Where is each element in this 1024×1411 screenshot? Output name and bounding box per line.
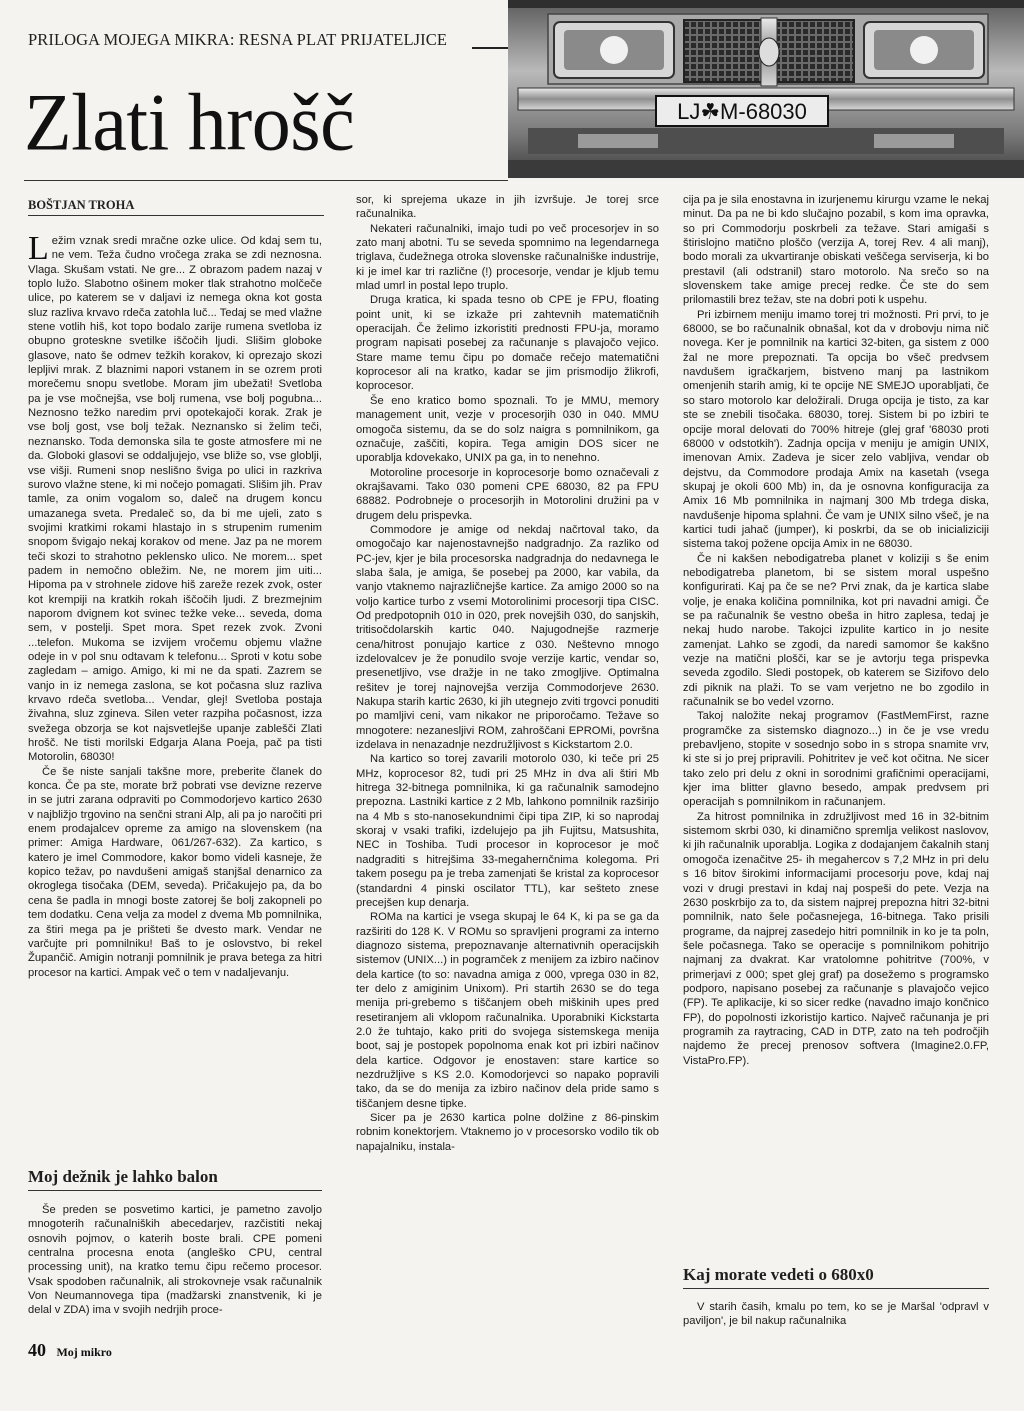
column-3-continued	[683, 1300, 989, 1340]
paragraph: Za hitrost pomnilnika in združljivost med 16 in 32-bitnim sistemom skrbi 030, ki dinamično spremlja velikost naslovov, ki jih računalnik uporablja. Logika z dodajanjem čakalnih stanj omogoča izenačitve 25- ih megahercov s 7,2 MHz in pri delu s 16 bitov širokimi informacijami procesorju pove, kdaj naj vozi v drugi prestavi in kdaj naj pospeši do pete. Vezja na 2630 poskrbijo za to, da sistem najprej prepozna hitri 32-bitni pomnilnik, nato šele počasnejega, 16-bitnega. Tako prisili programe, da najprej zasedejo hitri pomnilnik in ko je ta poln, šele počasnega. Tako se operacije s pomnilnikom pohitrijo najmanj za dvakrat. Kar vratolomne pohitritve (700%, v primerjavi z 000; spet glej graf) pa dosežemo s programsko podporo, napisano posebej za računanje s plavajočo vejico (FP). Te aplikacije, ki so sicer redke (navadno imajo končnico FP), do popolnosti izkoristijo kartico. Največ računanja je pri programih za raytracing, CAD in DTP, zato na teh področjih najdemo že precej prenosov softvera (Imagine2.0.FP, VistaPro.FP).	[683, 810, 989, 1067]
paragraph: ROMa na kartici je vsega skupaj le 64 K, ki pa se ga da razširiti do 128 K. V ROMu so spravljeni programi za interno diagnozo sistema, prepoznavanje alternativnih operacijskih sistemov (UNIX...) in pogramček z menijem za izbiro načinov dela kartice (to so: navadna amiga z 000, vprega 030 in 82, ter delo z amiginim Unixom). Pri startih 2630 se do tega menija pri-grebemo s tiščanjem obeh miškinih upes pred resetiranjem ali vklopom računalnika. Uporabniki Kickstarta 2.0 že tuhtajo, kako priti do svojega sistemskega menija boot, saj je postopek popolnoma enak kot pri izbiri načinov dela kartice. Odgovor je enostaven: stare kartice so nezdružljive s KS 2.0. Komodorjevci so napako popravili tako, da se do menija za izbiro načinov dela pride samo s tiščanjem desne tipke.	[356, 911, 659, 1110]
paragraph: Motoroline procesorje in koprocesorje bomo označevali z okrajšavami. Tako 030 pomeni CPE 68030, 82 pa FPU 68882. Podrobneje o procesorjih in Motorolini družini pa v drugem delu prispevka.	[356, 466, 659, 522]
paragraph: Pri izbirnem meniju imamo torej tri možnosti. Pri prvi, to je 68000, se bo računalnik obnašal, kot da v drobovju nima nič novega. Ker je pomnilnik na kartici 32-biten, ga sistem z 000 žal ne more prepoznati. Ta opcija bo všeč predvsem navdušem igračkarjem, bistveno manj pa lastnikom omenjenih starih amig, ki te opcije NE SMEJO uporabljati, če so staro motorolo kar deložirali. Druga opcija je tisto, za kar ste se znebili tisočaka. 68030, torej. Sistem bi po izbiri te opcije moral delovati do 700% hitreje (glej graf '68030 proti 68000 v odstotkih'). Zadnja opcija v meniju je amigin UNIX, imenovan Amix. Zadeva je sicer zelo vabljiva, vendar ob dejstvu, da Commodore prodaja Amix na kasetah (vsega skupaj je okoli 600 Mb) in, da je osnovna konfiguracija za Amix 16 Mb pomnilnika in najmanj 300 Mb trdega diska, navdušenje hipoma splahni. Če vam je UNIX silno všeč, je na kartici tudi jahač (jumper), ki poskrbi, da se ob inicializiciji sistema takoj požene opcija Amix in ne 68030.	[683, 308, 989, 551]
paragraph: Takoj naložite nekaj programov (FastMemFirst, razne programčke za sistemsko diagnozo...) in če je vse vredu prebavljeno, stopite v sosednjo sobo in s stropa snamite vrv, ki ste si jo prej pripravili. Pohitritev je več kot očitna. Ne sicer tako zelo pri delu z okni in sorodnimi grafičnimi operacijami, kjer ima blitter glavno besedo, ampak predvsem pri operacijah s pomnilnikom in računanjem.	[683, 710, 989, 809]
paragraph: Če ni kakšen nebodigatreba planet v koliziji s še enim nebodigatreba planetom, bi se sistem moral uspešno konfigurirati. Kaj pa če se ne? Prvi znak, da je kartica slabe volje, je enaka količina pomnilnika, kot pri navadni amigi. Če se pa računalnik še vestno obeša in hitro zaplesa, tedaj je nekaj hudo narobe. Takojci izpulite kartico in jo nesite zamenjat. Lahko se zgodi, da naredi samomor še kakšno vezje na matični plošči, kar se je avtorju tega prispevka seveda zgodilo. Sledi postopek, ob katerem se Sizifovo delo zdi piknik na plaži. To se vam verjetno ne bo zgodilo in računalnik se bo vedel vzorno.	[683, 552, 989, 709]
magazine-name: Moj mikro	[56, 1345, 112, 1359]
subheading-rule	[683, 1288, 989, 1289]
paragraph: Ležim vznak sredi mračne ozke ulice. Od kdaj sem tu, ne vem. Teža čudno vročega zraka se zdi neznosna. Vlaga. Skušam vstati. Ne gre... Z obrazom padem nazaj v toplo lužo. Slabotno ošinem moker tlak strahotno molčeče ulice, po katerem se v daljavi iz nemega okna kot gosta sluz razliva krvavo rdeča zatohla luč... Tedaj se med vlažne stene votlih hiš, kot topo bodalo zarije rumena svetloba iz obupno groteskne svetilke iščočih ljudi. Slišim globoke glasove, nato še odmev težkih korakov, ki oprezajo skozi lepljivi mrak. Z blaznimi napori vstanem in se ozrem proti morečemu snopu svetlobe. Moram jim ubežati! Svetloba pa je vse močnejša, vse bolj rumena, vse bolj pogubna... Neznosno težko naredim prvi opotekajoči korak. Zrak je vse bolj gost, vse bolj težak. Neznansko si želim teči, neznansko. Toda demonska sila te goste atmosfere mi ne da. Globoki glasovi se oddaljujejo, vse bliže so, vse globlji, vse višji. Rumeni snop neslišno šviga po ulici in razkriva surovo vlažne stene, ki mi nočejo pomagati. Slišim jih. Prav tamle, za onim vogalom so, daleč na drugem koncu umazanega sveta. Predaleč so, da bi me ujeli, zato s svojimi kratkimi rokami hlastajo in s strupenim rumenim snopom švigajo nekaj korakov od mene. Jaz pa ne morem teči skozi to strahotno peklensko ulico. Ne morem... spet padem in nemočno obležim. Ne, ne morem jim uiti... Hipoma pa v strohnele zidove hiš zareže rezek zvok, oster kot krempiji na kratkih rokah iščočih ljudi. Z brezmejnim naporom dvignem kot svinec težke veke... seveda, doma sem, v postelji. Spet mora. Spet rezek zvok. Zvoni ...telefon. Mukoma se izvijem vročemu objemu vlažne odeje in v pol snu odtavam k telefonu... Sproti v kotu sobe zagledam – amigo. Amigo, ki mi ne da spati. Zazrem se vanjo in iz nemega zaslona, se kot počasna sluz razliva krvavo rdeča svetloba... Vendar, glej! Svetloba postaja živahna, sluz zgineva. Silen veter razpiha počasnost, izza svežega obzorja se kot najsvetlejše upanje zablešči Zlati hrošč. Ne tisti morilski Edgarja Alana Poeja, pač pa tisti Motorolin, 68030!	[28, 234, 322, 764]
column-3	[683, 193, 989, 1263]
page-number: 40	[28, 1340, 46, 1360]
car-photo	[508, 0, 1024, 178]
paragraph: Druga kratica, ki spada tesno ob CPE je FPU, floating point unit, ki se izkaže pri zahtevnih matematičnih operacijah. Če želimo izkoristiti prednosti FPU-ja, moramo program napisati posebej za računanje s plavajočo vejico. Stare mame temu čipu po domače rečejo matematični koprocesor ali na kratko, kadar se jim prismodijo žlikrofi, koprocesor.	[356, 294, 659, 393]
column-1-continued	[28, 1203, 322, 1353]
paragraph: Sicer pa je 2630 kartica polne dolžine z 86-pinskim robnim konektorjem. Vtaknemo jo v procesorsko vodilo tik ob napajalniku, instala-	[356, 1112, 659, 1153]
license-plate: LJ☘M-68030	[677, 99, 807, 124]
subheading-680x0: Kaj morate vedeti o 680x0	[683, 1265, 874, 1284]
paragraph: Še preden se posvetimo kartici, je pametno zavoljo mnogoterih računalniških abecedarjev, razčistiti nekaj osnovih pojmov, o katerih boste brali. CPE pomeni centralna procesna enota (angleško CPU, central processing unit), na kratko temu čipu rečemo procesor. Vsak spodoben računalnik, ali strokovneje vsak računalnik Von Neumannovega tipa (madžarski znanstvenik, ki je delal v ZDA) ima v svojih nedrjih proce-	[28, 1204, 322, 1317]
paragraph: Še eno kratico bomo spoznali. To je MMU, memory management unit, vezje v procesorjih 030 in 040. MMU omogoča sistemu, da se do solz naigra s pomnilnikom, ga označuje, zaščiti, kopira. Tega amigin DOS sicer ne uporablja kdovekako, UNIX pa ga, in to nenehno.	[356, 394, 659, 465]
column-2	[356, 193, 659, 1348]
subheading-umbrella: Moj dežnik je lahko balon	[28, 1167, 218, 1186]
author-name: BOŠTJAN TROHA	[28, 198, 135, 212]
paragraph: Če še niste sanjali takšne more, preberite članek do konca. Če pa ste, morate brž pobrati vse devizne rezerve in se jutri zarana odpraviti po Commodorjevo kartico 2630 v najbližjo trgovino na senčni strani Alp, ali pa jo naročiti pri enem prodajalcev opreme za amigo na slovenskem (na primer: Amiga Hardware, 061/267-632). Za kartico, s katero je imel Commodore, kakor bomo videli kasneje, že kopico težav, po navdušeni amigaš stanjšal denarnico za okroglega tisočaka (DEM, seveda). Pričakujejo pa, da bo cena še padla in mnogi boste zatorej še bolj zakopneli po tem dodatku. Cena velja za model z dvema Mb pomnilnika, za štiri mega pa je prišteti še dvesto mark. Vendar ne varčujte pri pomnilniku! Baš to je oslovstvo, bi rekel Župančič. Amigin notranji pomnilnik je prava betega za hitri procesor na kartici. Ampak več o tem v nadaljevanju.	[28, 765, 322, 979]
subheading-rule	[28, 1190, 322, 1191]
paragraph: Nekateri računalniki, imajo tudi po več procesorjev in so zato manj abotni. Tu se seveda spomnimo na legendarnega triglava, čudežnega otroka slovenske računalniške industrije, ki je imel kar tri različne (!) procesorje, vendar je kljub temu mlad umrl in postal lepo truplo.	[356, 222, 659, 293]
paragraph: sor, ki sprejema ukaze in jih izvršuje. Je torej srce računalnika.	[356, 194, 659, 221]
kicker: PRILOGA MOJEGA MIKRA: RESNA PLAT PRIJATELJICE	[28, 30, 448, 49]
page-footer	[28, 1340, 112, 1361]
paragraph: cija pa je sila enostavna in izurjenemu kirurgu vzame le nekaj minut. Da pa ne bi kdo slučajno pozabil, s kom ima opravka, so pri Commodorju poskrbeli za težave. Stari amigaši s štirislojno matično ploščo (verzija A, torej Rev. 4 ali manj), bodo morali za ukvartiranje obiskati veščega serviserja, ki bo prestavil (ali odstranil) staro motorolo. Na srečo so na slovenskem take amige precej redke. Če ste do sem prilomastili brez težav, ste na dobri poti k uspehu.	[683, 194, 989, 307]
kicker-rule	[472, 47, 508, 49]
paragraph: Commodore je amige od nekdaj načrtoval tako, da omogočajo kar najenostavnejšo nadgradnjo. Za razliko od PC-jev, kjer je bila procesorska nadgradnja do nedavnega le slaba šala, je amiga, še posebej pa 2000, kar vabila, da vanjo vtaknemo najrazličnejše kartice. Za amigo 2000 so na voljo kartice turbo z vsemi Motorolinimi procesorji tipa CISC. Od predpotopnih 010 in 020, prek novejših 030, do sanjskih, tritisočdolarskih kartic 040. Najugodnejše razmerje cena/hitrost ponujajo kartice z 030. Neštevno mnogo izdelovalcev je že ponudilo svoje verzije kartic, vendar so, presenetljivo, vse dražje in ne tako zmogljive. Optimalna rešitev je torej najnovejša verzija Commodorjeve 2630. Nakupa starih kartic 2630, ki jih utegnejo zviti trgovci ponuditi po mamljivi ceni, vam nikakor ne priporočamo. Težave so mnogotere: nezanesljivi ROM, zahroščani EPROMi, površna izdelava in nenazadnje nezdružljivost s Kickstartom 2.0.	[356, 523, 659, 752]
title-rule	[24, 180, 508, 181]
paragraph: V starih časih, kmalu po tem, ko se je Maršal 'odpravl v paviljon', je bil nakup računalnika	[683, 1301, 989, 1328]
author-rule	[28, 215, 324, 216]
page-title: Zlati hrošč	[24, 76, 355, 168]
dropcap: L	[28, 234, 49, 267]
paragraph: Na kartico so torej zavarili motorolo 030, ki teče pri 25 MHz, koprocesor 82, tudi pri 25 MHz in dva ali štiri Mb hitrega 32-bitnega pomnilnika, ki ga računalnik samodejno prepozna. Lastniki kartice z 2 Mb, lahkono pomnilnik razširijo na 4 Mb s sto-nanosekundnimi čipi tipa ZIP, ki so naprodaj skoraj v vsaki trafiki, izdelujejo pa jih Fujitsu, Matsushita, NEC in Toshiba. Tudi procesor in koprocesor je moč nadgraditi s hitrejšima 33-megahernčnima kolegoma. Pri takem posegu pa je treba zamenjati še kristal za koprocesor (standardni 4 pinski oscilator TTL), kar sešteto znese precejšen kup denarja.	[356, 753, 659, 909]
